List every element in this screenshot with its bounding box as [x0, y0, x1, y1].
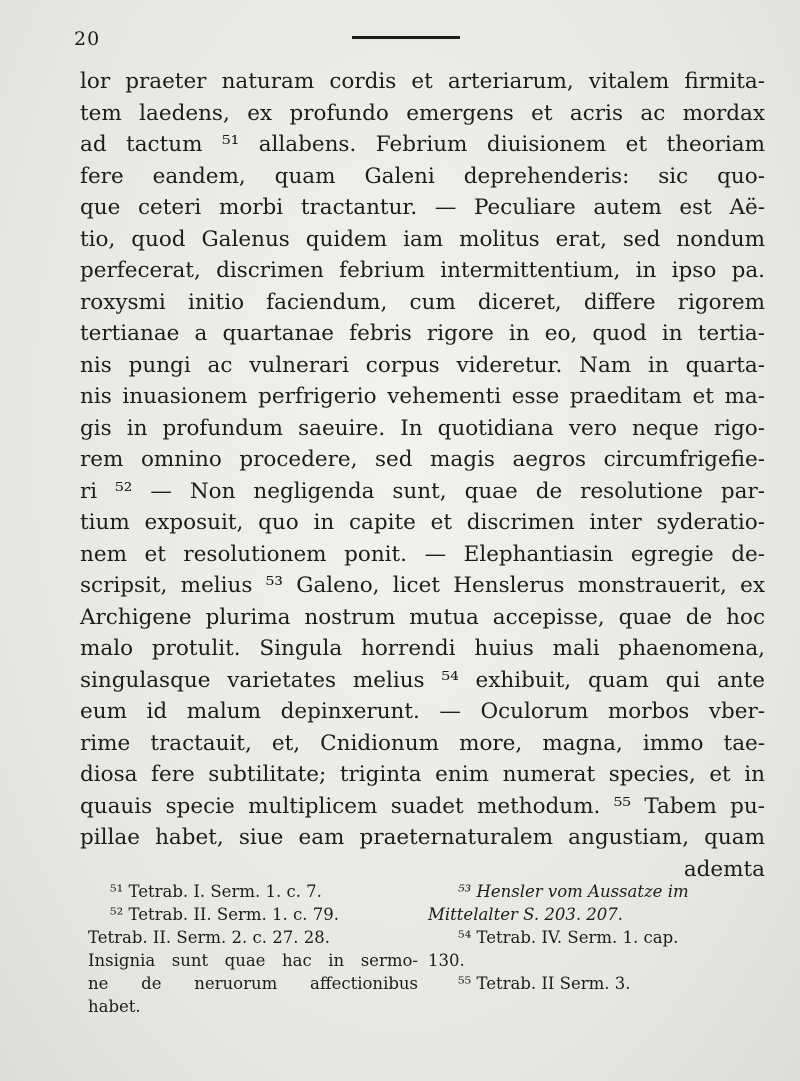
text-line: tio, quod Galenus quidem iam molitus erat, sed nondum [80, 226, 765, 252]
footnote-line: Mittelalter S. 203. 207. [428, 905, 624, 924]
catchword: ademta [683, 856, 765, 882]
text-line: ad tactum ⁵¹ allabens. Febrium diuisionem et theoriam [80, 132, 765, 157]
text-line: roxysmi initio faciendum, cum diceret, differe rigorem [80, 289, 765, 315]
text-line: diosa fere subtilitate; triginta enim numerat species, et in [80, 762, 765, 787]
footnote-line: Insignia sunt quae hac in sermo- [88, 951, 418, 970]
text-line: malo protulit. Singula horrendi huius mali phaenomena, [80, 636, 765, 661]
footnote: ⁵³ Hensler vom Aussatze im [458, 882, 689, 901]
text-line: fere eandem, quam Galeni deprehenderis: sic quo- [80, 163, 765, 189]
text-line: perfecerat, discrimen febrium intermittentium, in ipso pa. [80, 258, 765, 283]
text-line: gis in profundum saeuire. In quotidiana vero neque rigo- [80, 415, 765, 441]
text-line: tium exposuit, quo in capite et discrimen inter syderatio- [80, 510, 765, 535]
text-line: rime tractauit, et, Cnidionum more, magna, immo tae- [80, 730, 765, 756]
text-line: que ceteri morbi tractantur. — Peculiare autem est Aë- [80, 195, 765, 220]
text-line: Archigene plurima nostrum mutua accepisse, quae de hoc [80, 604, 765, 630]
text-line: lor praeter naturam cordis et arteriarum, vitalem firmita- [80, 69, 765, 94]
footnote: ⁵² Tetrab. II. Serm. 1. c. 79. [110, 905, 339, 924]
text-line: nis pungi ac vulnerari corpus videretur. Nam in quarta- [80, 352, 765, 378]
footnotes-right-column [428, 880, 768, 995]
page-number: 20 [74, 28, 101, 50]
text-line: quauis specie multiplicem suadet methodum. ⁵⁵ Tabem pu- [80, 793, 765, 819]
text-line: pillae habet, siue eam praeternaturalem angustiam, quam [80, 825, 765, 850]
text-line: ri ⁵² — Non negligenda sunt, quae de resolutione par- [80, 478, 765, 504]
text-line: rem omnino procedere, sed magis aegros circumfrigefie- [80, 447, 765, 472]
footnote: ⁵¹ Tetrab. I. Serm. 1. c. 7. [110, 882, 322, 901]
footnote-line: habet. [88, 997, 141, 1016]
text-line: tertianae a quartanae febris rigore in eo, quod in tertia- [80, 321, 765, 346]
text-line: eum id malum depinxerunt. — Oculorum morbos vber- [80, 699, 765, 724]
footnote: ⁵⁵ Tetrab. II Serm. 3. [458, 974, 631, 993]
text-line: nis inuasionem perfrigerio vehementi esse praeditam et ma- [80, 384, 765, 409]
text-line: nem et resolutionem ponit. — Elephantiasin egregie de- [80, 541, 765, 567]
footnote-line: Tetrab. II. Serm. 2. c. 27. 28. [88, 928, 330, 947]
footnote: ⁵⁴ Tetrab. IV. Serm. 1. cap. [458, 928, 679, 947]
text-line: tem laedens, ex profundo emergens et acris ac mordax [80, 100, 765, 126]
body-text [80, 66, 765, 885]
header-rule [352, 36, 460, 39]
footnotes-left-column [88, 880, 418, 1018]
text-line: scripsit, melius ⁵³ Galeno, licet Henslerus monstrauerit, ex [80, 573, 765, 598]
text-line: singulasque varietates melius ⁵⁴ exhibuit, quam qui ante [80, 667, 765, 693]
footnote-line: ne de neruorum affectionibus [88, 974, 418, 993]
footnote-line: 130. [428, 951, 465, 970]
